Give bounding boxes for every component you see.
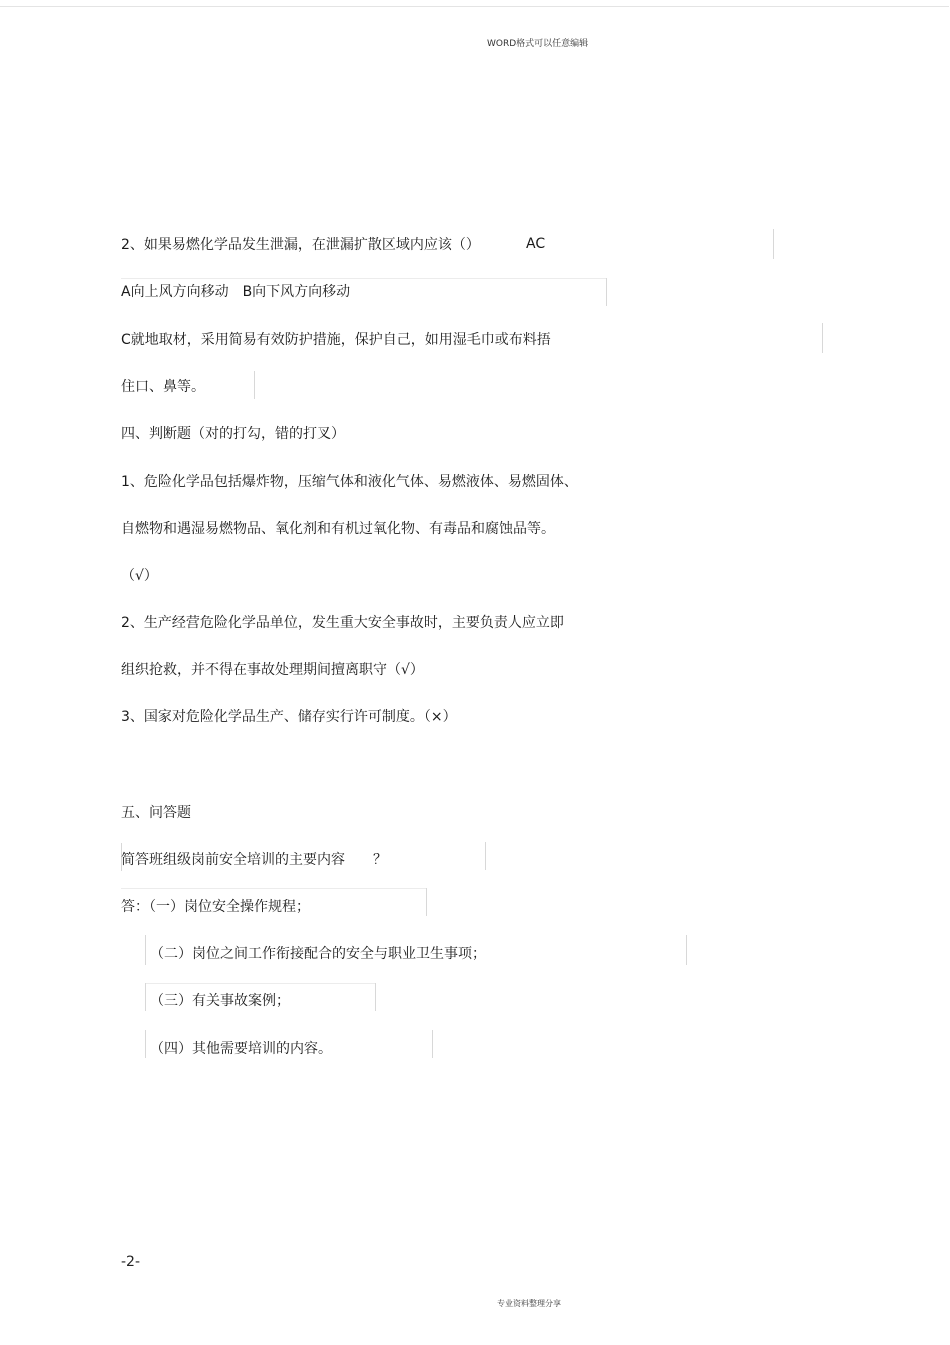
form-rule: [432, 1030, 433, 1058]
qa-answer-4: （四）其他需要培训的内容。: [150, 1041, 332, 1057]
form-rule: [606, 278, 607, 306]
judgement-1-mark: （√）: [121, 568, 158, 584]
page-number: -2-: [121, 1254, 141, 1270]
judgement-2-line-2: 组织抢救，并不得在事故处理期间擅离职守（√）: [121, 662, 424, 678]
page-header: WORD格式可以任意编辑: [487, 39, 589, 49]
form-rule: [773, 229, 774, 259]
form-rule: [121, 278, 606, 279]
form-rule: [375, 983, 376, 1011]
form-rule: [485, 842, 486, 870]
judgement-2-line-1: 2、生产经营危险化学品单位，发生重大安全事故时，主要负责人应立即: [121, 615, 564, 631]
section-4-title: 四、判断题（对的打勾，错的打叉）: [121, 426, 345, 442]
question-2-text: 2、如果易燃化学品发生泄漏，在泄漏扩散区域内应该（）: [121, 237, 480, 253]
page-footer: 专业资料整理分享: [497, 1299, 561, 1308]
qa-answer-1: 答：（一）岗位安全操作规程；: [121, 899, 310, 915]
form-rule: [822, 323, 823, 353]
qa-question: 简答班组级岗前安全培训的主要内容 ？: [121, 852, 387, 868]
question-2-option-c-cont: 住口、鼻等。: [121, 379, 205, 395]
section-5-title: 五、问答题: [121, 805, 191, 821]
page-top-border: [0, 6, 949, 7]
judgement-1-line-2: 自燃物和遇湿易燃物品、氧化剂和有机过氧化物、有毒品和腐蚀品等。: [121, 521, 555, 537]
form-rule: [145, 983, 146, 1011]
form-rule: [426, 888, 427, 916]
form-rule: [686, 935, 687, 965]
form-rule: [145, 935, 146, 965]
question-2-option-c: C就地取材，采用简易有效防护措施，保护自己，如用湿毛巾或布料捂: [121, 332, 551, 348]
form-rule: [254, 371, 255, 399]
form-rule: [145, 983, 375, 984]
form-rule: [145, 1030, 146, 1058]
question-2-options-ab: A向上风方向移动 B向下风方向移动: [121, 284, 351, 300]
qa-answer-3: （三）有关事故案例；: [150, 993, 290, 1009]
judgement-1-line-1: 1、危险化学品包括爆炸物，压缩气体和液化气体、易燃液体、易燃固体、: [121, 474, 578, 490]
form-rule: [121, 888, 426, 889]
judgement-3: 3、国家对危险化学品生产、储存实行许可制度。（×）: [121, 709, 457, 725]
question-2-answer: AC: [526, 236, 546, 252]
qa-answer-2: （二）岗位之间工作衔接配合的安全与职业卫生事项；: [150, 946, 486, 962]
